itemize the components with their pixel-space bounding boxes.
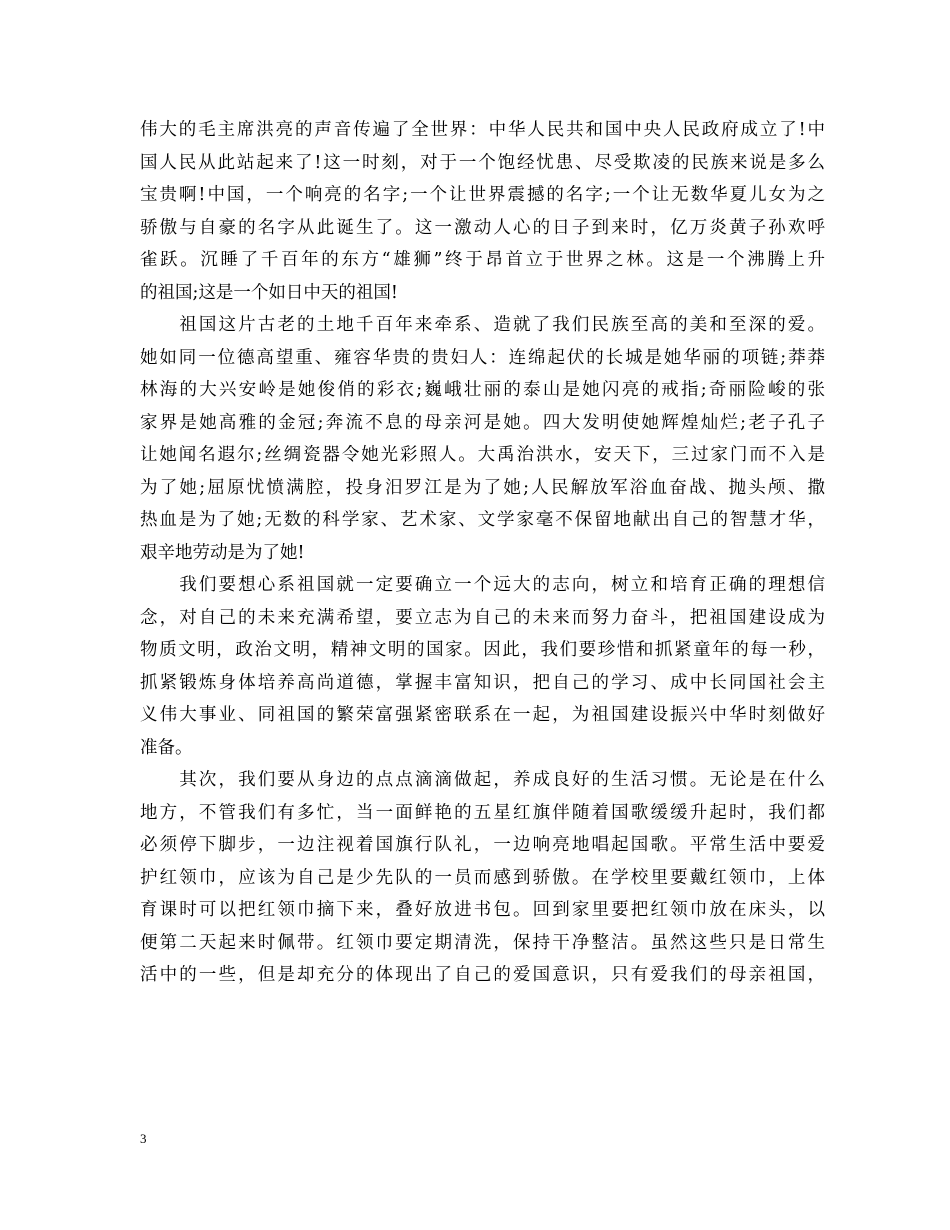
text-line: 伟大的毛主席洪亮的声音传遍了全世界：中华人民共和国中央人民政府成立了!中 [140,120,825,140]
text-line: 护红领巾，应该为自己是少先队的一员而感到骄傲。在学校里要戴红领巾，上体 [140,867,825,888]
text-line: 准备。 [140,737,193,758]
text-line: 育课时可以把红领巾摘下来，叠好放进书包。回到家里要把红领巾放在床头，以 [140,900,825,920]
text-line: 宝贵啊!中国，一个响亮的名字;一个让世界震撼的名字;一个让无数华夏儿女为之 [140,185,825,205]
text-line: 便第二天起来时佩带。红领巾要定期清洗，保持干净整洁。虽然这些只是日常生 [140,932,825,953]
text-line: 义伟大事业、同祖国的繁荣富强紧密联系在一起，为祖国建设振兴中华时刻做好 [140,705,825,725]
text-line: 必须停下脚步，一边注视着国旗行队礼，一边响亮地唱起国歌。平常生活中要爱 [140,835,825,855]
text-line: 我们要想心系祖国就一定要确立一个远大的志向，树立和培育正确的理想信 [140,575,825,595]
text-line: 她如同一位德高望重、雍容华贵的贵妇人：连绵起伏的长城是她华丽的项链;莽莽 [140,347,825,368]
body-text [140,114,825,992]
text-line: 骄傲与自豪的名字从此诞生了。这一激动人心的日子到来时，亿万炎黄子孙欢呼 [140,217,825,238]
text-line: 抓紧锻炼身体培养高尚道德，掌握丰富知识，把自己的学习、成中长同国社会主 [140,672,825,693]
text-line: 林海的大兴安岭是她俊俏的彩衣;巍峨壮丽的泰山是她闪亮的戒指;奇丽险峻的张 [140,380,825,400]
text-line: 其次，我们要从身边的点点滴滴做起，养成良好的生活习惯。无论是在什么 [140,770,825,790]
text-line: 活中的一些，但是却充分的体现出了自己的爱国意识，只有爱我们的母亲祖国， [140,965,825,985]
text-line: 念，对自己的未来充满希望，要立志为自己的未来而努力奋斗，把祖国建设成为 [140,607,825,628]
text-line: 的祖国;这是一个如日中天的祖国! [140,282,398,303]
text-line: 国人民从此站起来了!这一时刻，对于一个饱经忧患、尽受欺凌的民族来说是多么 [140,152,825,173]
page-number: 3 [140,1131,147,1146]
text-line: 热血是为了她;无数的科学家、艺术家、文学家毫不保留地献出自己的智慧才华， [140,510,825,530]
text-line: 雀跃。沉睡了千百年的东方“雄狮”终于昂首立于世界之林。这是一个沸腾上升 [140,250,825,270]
text-line: 地方，不管我们有多忙，当一面鲜艳的五星红旗伴随着国歌缓缓升起时，我们都 [140,802,825,823]
text-line: 为了她;屈原忧愤满腔，投身汨罗江是为了她;人民解放军浴血奋战、抛头颅、撒 [140,477,825,498]
text-line: 让她闻名遐尔;丝绸瓷器令她光彩照人。大禹治洪水，安天下，三过家门而不入是 [140,445,825,465]
text-line: 艰辛地劳动是为了她! [140,542,305,563]
text-line: 祖国这片古老的土地千百年来牵系、造就了我们民族至高的美和至深的爱。 [140,315,825,335]
text-line: 物质文明，政治文明，精神文明的国家。因此，我们要珍惜和抓紧童年的每一秒， [140,640,825,660]
text-line: 家界是她高雅的金冠;奔流不息的母亲河是她。四大发明使她辉煌灿烂;老子孔子 [140,412,825,433]
